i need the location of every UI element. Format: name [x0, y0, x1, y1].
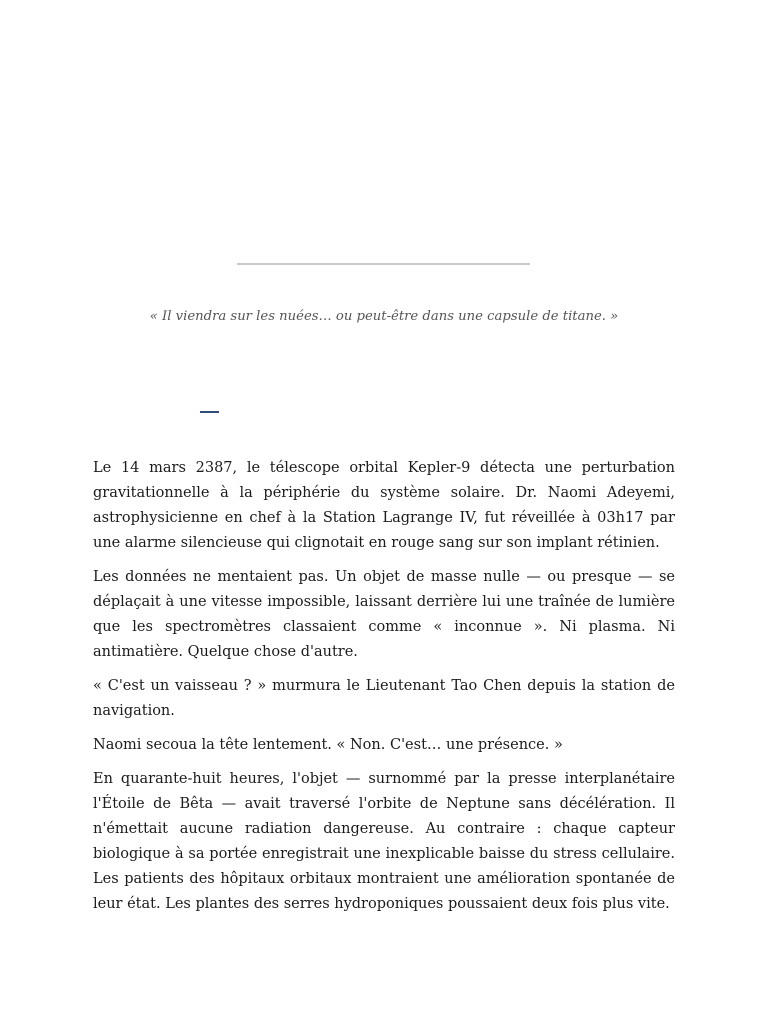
paragraph: En quarante-huit heures, l'objet — surnommé par la presse interplanétaire l'Étoile de Bêta — avait traversé l'orbite de Neptune sans décélération. Il n'émettait aucune radiation dangereuse. Au contraire : chaque capteur biologique à sa portée enregistrait une inexplicable baisse du stress cellulaire. Les patients des hôpitaux orbitaux montraient une amélioration spontanée de leur état. Les plantes des serres hydroponiques poussaient deux fois plus vite. — [93, 771, 675, 912]
chapter-body — [93, 456, 675, 926]
paragraph: Naomi secoua la tête lentement. « Non. C'est… une présence. » — [93, 737, 563, 753]
section-divider — [237, 263, 530, 265]
accent-dash — [200, 411, 219, 413]
paragraph: Le 14 mars 2387, le télescope orbital Kepler-9 détecta une perturbation gravitationnelle à la périphérie du système solaire. Dr. Naomi Adeyemi, astrophysicienne en chef à la Station Lagrange IV, fut réveillée à 03h17 par une alarme silencieuse qui clignotait en rouge sang sur son implant rétinien. — [93, 460, 675, 551]
paragraph: Les données ne mentaient pas. Un objet de masse nulle — ou presque — se déplaçait à une vitesse impossible, laissant derrière lui une traînée de lumière que les spectromètres classaient comme « inconnue ». Ni plasma. Ni antimatière. Quelque chose d'autre. — [93, 569, 675, 660]
paragraph: « C'est un vaisseau ? » murmura le Lieutenant Tao Chen depuis la station de navigation. — [93, 678, 675, 719]
epigraph: « Il viendra sur les nuées… ou peut-être dans une capsule de titane. » — [149, 309, 619, 324]
